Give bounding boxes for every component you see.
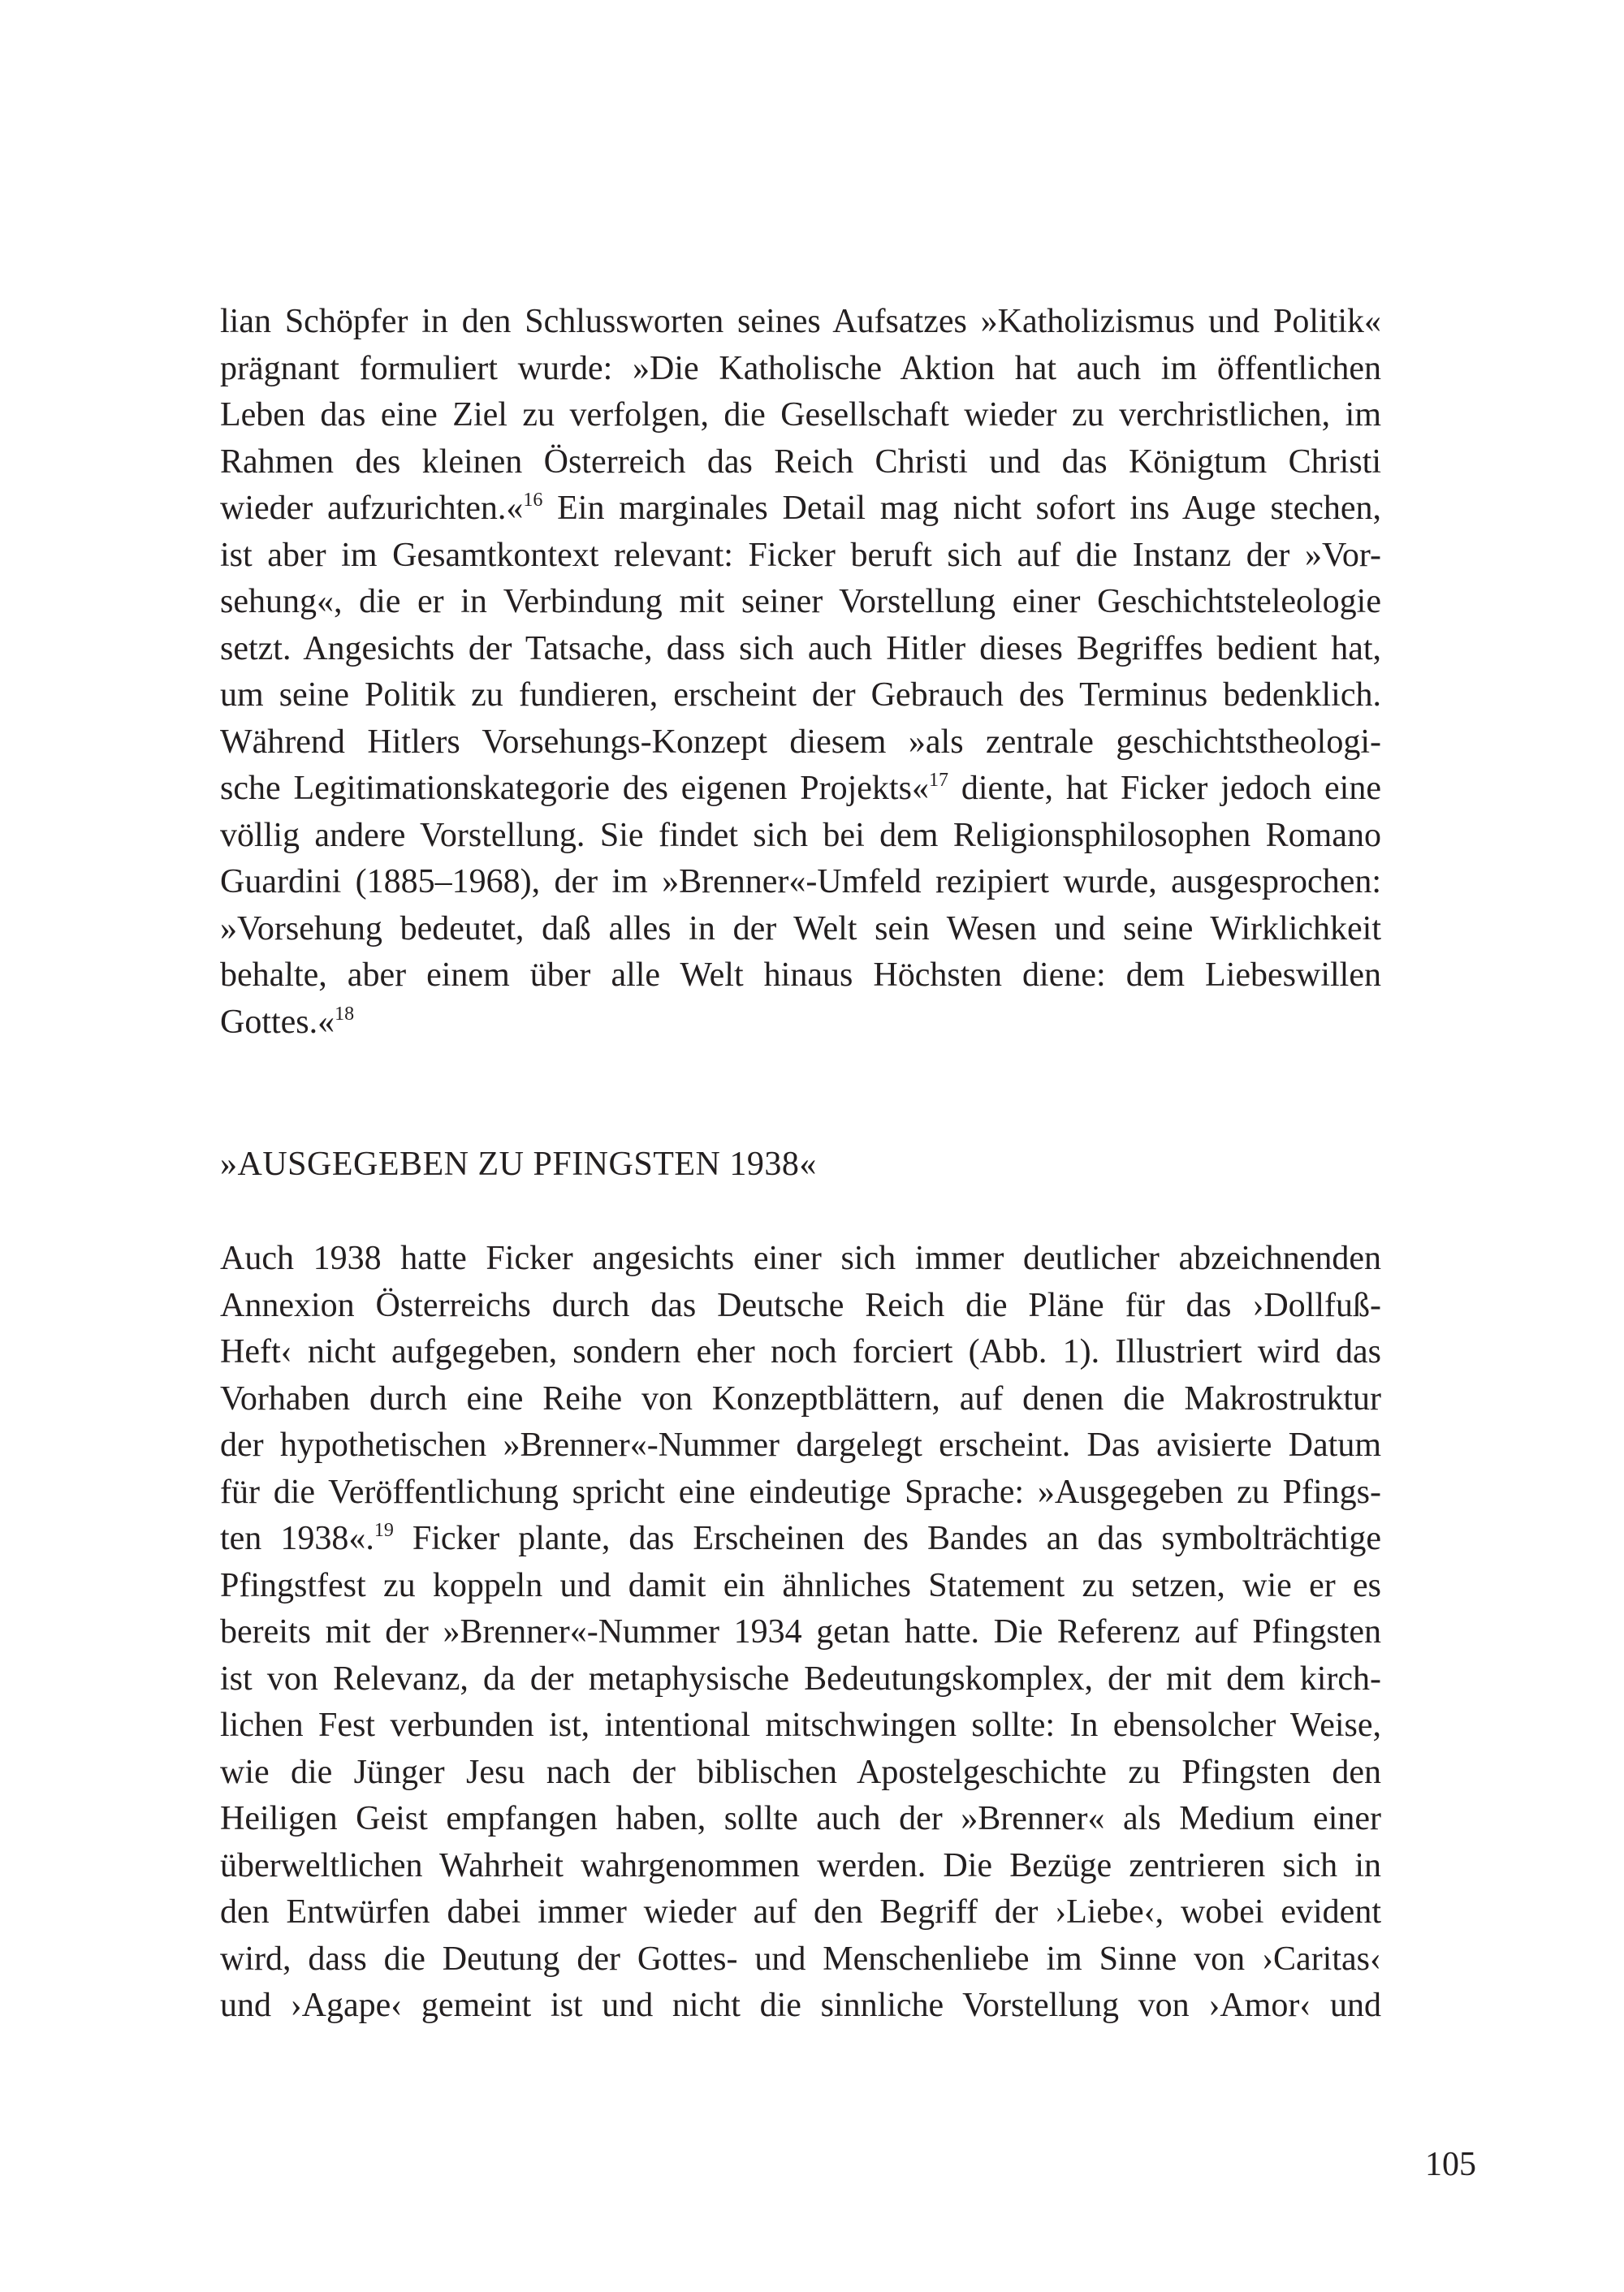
line-text: Ein marginales Detail mag nicht sofort ins Auge stechen, (542, 490, 1381, 527)
body-paragraph-2 (220, 1236, 1381, 2030)
text-line: Leben das eine Ziel zu verfolgen, die Gesellschaft wieder zu verchristlichen, im (220, 396, 1381, 434)
text-line: sehung«, die er in Verbindung mit seiner Vorstellung einer Geschichtsteleologie (220, 583, 1381, 620)
text-line: Guardini (1885–1968), der im »Brenner«-Umfeld rezipiert wurde, ausgesprochen: (220, 863, 1381, 900)
text-line: bereits mit der »Brenner«-Nummer 1934 getan hatte. Die Referenz auf Pfingsten (220, 1613, 1381, 1651)
text-line: überweltlichen Wahrheit wahrgenommen werden. Die Bezüge zentrieren sich in (220, 1846, 1381, 1884)
line-text: diente, hat Ficker jedoch eine (948, 770, 1381, 807)
text-line: ist aber im Gesamtkontext relevant: Ficker beruft sich auf die Instanz der »Vor- (220, 536, 1381, 574)
text-line: Heft‹ nicht aufgegeben, sondern eher noch forciert (Abb. 1). Illustriert wird das (220, 1333, 1381, 1370)
text-line: Pfingstfest zu koppeln und damit ein ähnliches Statement zu setzen, wie er es (220, 1566, 1381, 1604)
page-number: 105 (1425, 2146, 1476, 2183)
text-line: und ›Agape‹ gemeint ist und nicht die sinnliche Vorstellung von ›Amor‹ und (220, 1987, 1381, 2024)
text-line: Heiligen Geist empfangen haben, sollte auch der »Brenner« als Medium einer (220, 1800, 1381, 1837)
section-heading: »AUSGEGEBEN ZU PFINGSTEN 1938« (220, 1146, 817, 1183)
text-line: ist von Relevanz, da der metaphysische Bedeutungskomplex, der mit dem kirch- (220, 1660, 1381, 1698)
text-line: setzt. Angesichts der Tatsache, dass sich auch Hitler dieses Begriffes bedient hat, (220, 629, 1381, 667)
footnote-ref-18[interactable]: 18 (335, 1003, 355, 1025)
text-line: Annexion Österreichs durch das Deutsche Reich die Pläne für das ›Dollfuß- (220, 1286, 1381, 1324)
text-line: »Vorsehung bedeutet, daß alles in der Welt sein Wesen und seine Wirklichkeit (220, 909, 1381, 947)
text-line: wird, dass die Deutung der Gottes- und Menschenliebe im Sinne von ›Caritas‹ (220, 1940, 1381, 1978)
text-line: um seine Politik zu fundieren, erscheint der Gebrauch des Terminus bedenklich. (220, 676, 1381, 714)
line-text: wieder aufzurichten.« (220, 490, 524, 527)
text-line: Während Hitlers Vorsehungs-Konzept diesem »als zentrale geschichtstheologi- (220, 723, 1381, 761)
line-text: Ficker plante, das Erscheinen des Bandes an das symbolträchtige (393, 1520, 1382, 1557)
text-line (220, 486, 1381, 533)
text-line (220, 1516, 1381, 1563)
text-line: Vorhaben durch eine Reihe von Konzeptblättern, auf denen die Makrostruktur (220, 1379, 1381, 1418)
line-text: sche Legitimationskategorie des eigenen Projekts« (220, 770, 929, 807)
footnote-ref-16[interactable]: 16 (523, 490, 543, 511)
text-line: Rahmen des kleinen Österreich das Reich Christi und das Königtum Christi (220, 442, 1381, 481)
text-line: behalte, aber einem über alle Welt hinaus Höchsten diene: dem Liebeswillen (220, 956, 1381, 994)
text-line: wie die Jünger Jesu nach der biblischen Apostelgeschichte zu Pfingsten den (220, 1753, 1381, 1791)
text-line (220, 766, 1381, 813)
footnote-ref-19[interactable]: 19 (374, 1520, 394, 1541)
text-line: lian Schöpfer in den Schlussworten seines Aufsatzes »Katholizismus und Politik« (220, 303, 1381, 340)
text-line: Auch 1938 hatte Ficker angesichts einer sich immer deutlicher abzeichnenden (220, 1240, 1381, 1277)
text-line: den Entwürfen dabei immer wieder auf den Begriff der ›Liebe‹, wobei evident (220, 1893, 1381, 1931)
text-line: völlig andere Vorstellung. Sie findet sich bei dem Religionsphilosophen Romano (220, 816, 1381, 854)
line-text: Gottes.« (220, 1003, 335, 1041)
line-text: ten 1938«. (220, 1520, 374, 1557)
text-line: für die Veröffentlichung spricht eine eindeutige Sprache: »Ausgegeben zu Pfings- (220, 1473, 1381, 1511)
text-line: lichen Fest verbunden ist, intentional mitschwingen sollte: In ebensolcher Weise, (220, 1707, 1381, 1744)
body-paragraph-1 (220, 299, 1381, 1046)
text-line: der hypothetischen »Brenner«-Nummer dargelegt erscheint. Das avisierte Datum (220, 1427, 1381, 1464)
footnote-ref-17[interactable]: 17 (928, 770, 948, 791)
text-line (220, 999, 1381, 1047)
text-line: prägnant formuliert wurde: »Die Katholische Aktion hat auch im öffentlichen (220, 349, 1381, 387)
